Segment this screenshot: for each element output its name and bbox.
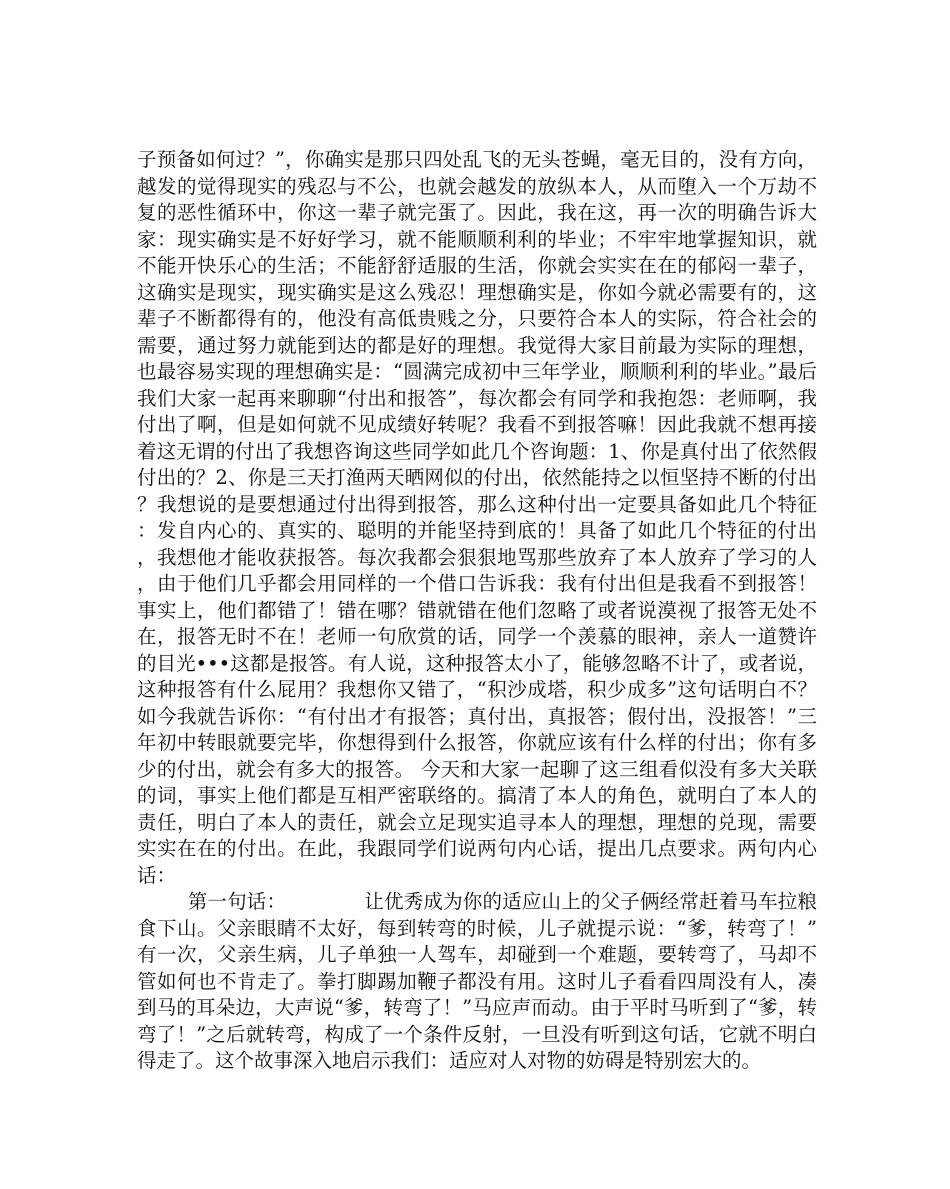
document-page <box>137 147 817 1075</box>
body-paragraph-1: 子预备如何过？”，你确实是那只四处乱飞的无头苍蝇，毫无目的，没有方向，越发的觉得现实的残忍与不公，也就会越发的放纵本人，从而堕入一个万劫不复的恶性循环中，你这一辈子就完蛋了。因此，我在这，再一次的明确告诉大家：现实确实是不好好学习，就不能顺顺利利的毕业；不牢牢地掌握知识，就不能开快乐心的生活；不能舒舒适服的生活，你就会实实在在的郁闷一辈子，这确实是现实，现实确实是这么残忍！理想确实是，你如今就必需要有的，这辈子不断都得有的，他没有高低贵贱之分，只要符合本人的实际，符合社会的需要，通过努力就能到达的都是好的理想。我觉得大家目前最为实际的理想，也最容易实现的理想确实是：“圆满完成初中三年学业，顺顺利利的毕业。”最后我们大家一起再来聊聊“付出和报答”，每次都会有同学和我抱怨：老师啊，我付出了啊，但是如何就不见成绩好转呢？我看不到报答嘛！因此我就不想再接着这无谓的付出了我想咨询这些同学如此几个咨询题：1、你是真付出了依然假付出的？2、你是三天打渔两天晒网似的付出，依然能持之以恒坚持不断的付出？我想说的是要想通过付出得到报答，那么这种付出一定要具备如此几个特征：发自内心的、真实的、聪明的并能坚持到底的！具备了如此几个特征的付出，我想他才能收获报答。每次我都会狠狠地骂那些放弃了本人放弃了学习的人，由于他们几乎都会用同样的一个借口告诉我：我有付出但是我看不到报答！事实上，他们都错了！错在哪？错就错在他们忽略了或者说漠视了报答无处不在，报答无时不在！老师一句欣赏的话，同学一个羡慕的眼神，亲人一道赞许的目光•••这都是报答。有人说，这种报答太小了，能够忽略不计了，或者说，这种报答有什么屁用？我想你又错了，“积沙成塔，积少成多”这句话明白不？如今我就告诉你：“有付出才有报答；真付出，真报答；假付出，没报答！”三年初中转眼就要完毕，你想得到什么报答，你就应该有什么样的付出；你有多少的付出，就会有多大的报答。 今天和大家一起聊了这三组看似没有多大关联的词，事实上他们都是互相严密联络的。搞清了本人的角色，就明白了本人的责任，明白了本人的责任，就会立足现实追寻本人的理想，理想的兑现，需要实实在在的付出。在此，我跟同学们说两句内心话，提出几点要求。两句内心话： <box>137 148 817 887</box>
paragraph-2-heading: 第一句话： <box>187 890 287 913</box>
body-paragraph-2 <box>137 889 817 1075</box>
paragraph-2-body: 让优秀成为你的适应山上的父子俩经常赶着马车拉粮食下山。父亲眼睛不太好，每到转弯的时候，儿子就提示说：“爹，转弯了！”有一次，父亲生病，儿子单独一人驾车，却碰到一个难题，要转弯了，马却不管如何也不肯走了。拳打脚踢加鞭子都没有用。这时儿子看看四周没有人，凑到马的耳朵边，大声说“爹，转弯了！”马应声而动。由于平时马听到了“爹，转弯了！”之后就转弯，构成了一个条件反射，一旦没有听到这句话，它就不明白得走了。这个故事深入地启示我们：适应对人对物的妨碍是特别宏大的。 <box>137 890 817 1072</box>
